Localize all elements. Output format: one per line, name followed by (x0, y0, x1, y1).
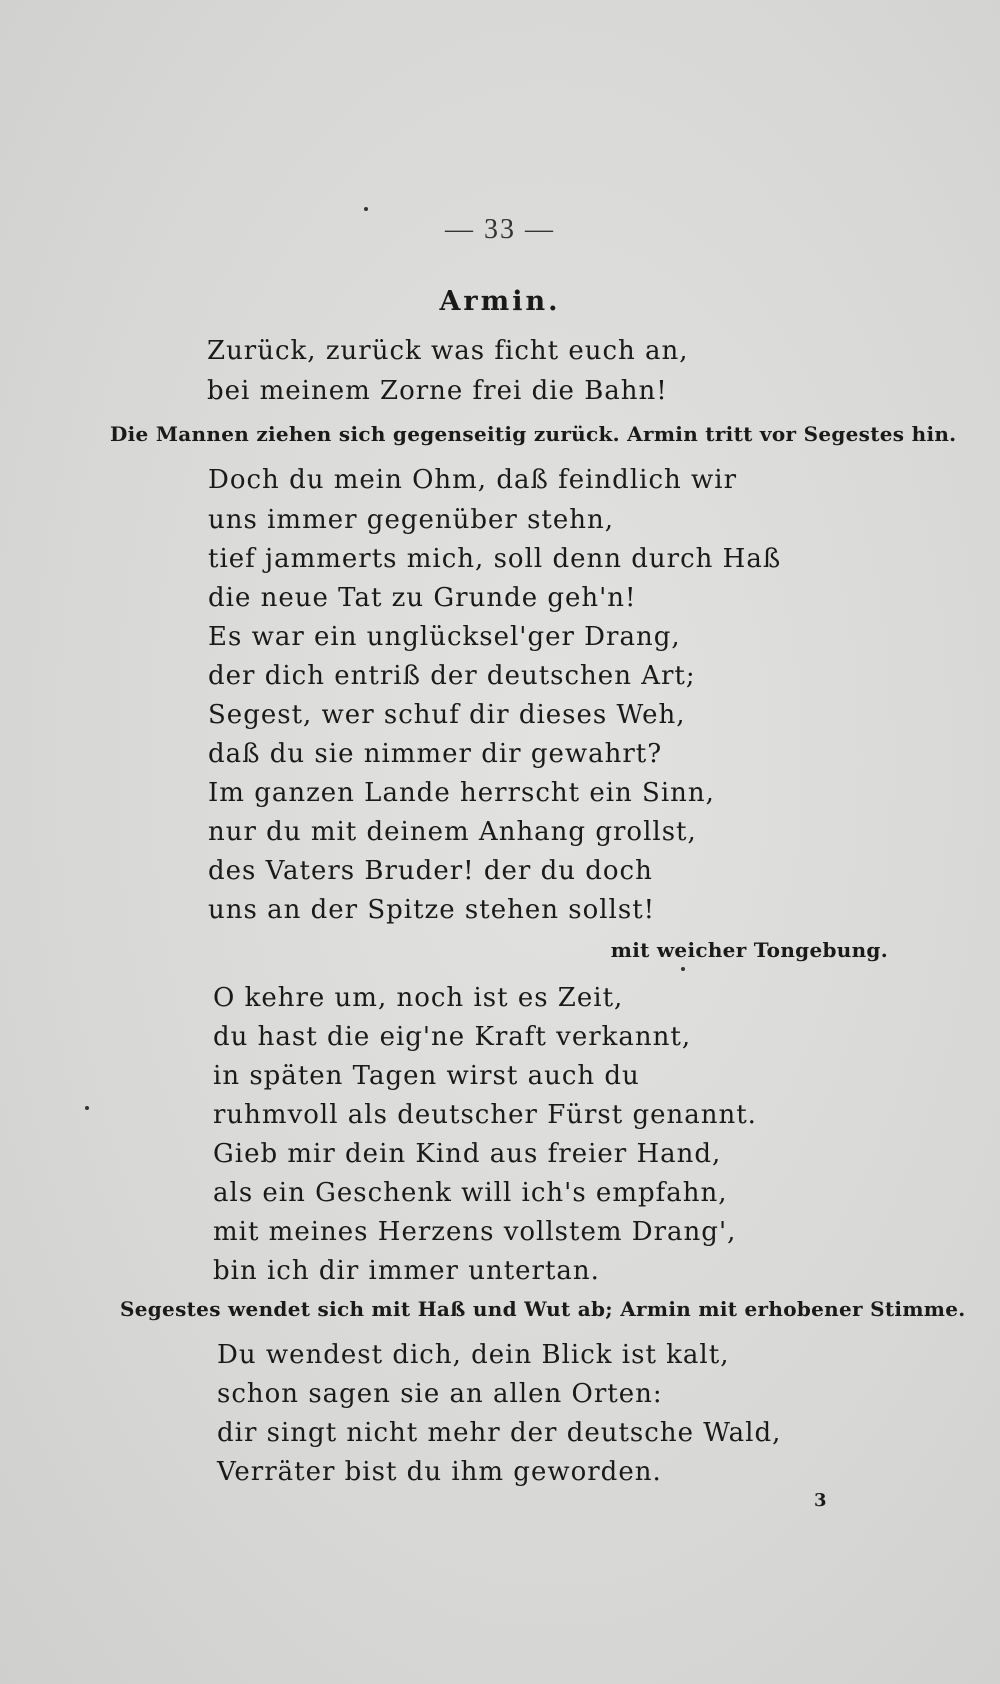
stage-direction: Segestes wendet sich mit Haß und Wut ab; Armin mit erhobener Stimme. (120, 1297, 966, 1321)
signature-mark: 3 (814, 1490, 827, 1511)
verse-line: als ein Geschenk will ich's empfahn, (213, 1178, 728, 1208)
page-number: — 33 — (445, 214, 555, 245)
verse-line: ruhmvoll als deutscher Fürst genannt. (213, 1100, 757, 1130)
verse-line: Zurück, zurück was ficht euch an, (207, 336, 689, 366)
verse-line: bin ich dir immer untertan. (213, 1256, 600, 1286)
verse-line: in späten Tagen wirst auch du (213, 1061, 640, 1091)
verse-line: die neue Tat zu Grunde geh'n! (208, 583, 637, 613)
verse-line: O kehre um, noch ist es Zeit, (213, 983, 624, 1013)
verse-line: daß du sie nimmer dir gewahrt? (208, 739, 663, 769)
verse-line: der dich entriß der deutschen Art; (208, 661, 696, 691)
verse-line: Doch du mein Ohm, daß feindlich wir (208, 465, 738, 495)
verse-line: uns immer gegenüber stehn, (208, 505, 615, 535)
verse-line: schon sagen sie an allen Orten: (217, 1379, 663, 1409)
verse-line: tief jammerts mich, soll denn durch Haß (208, 544, 782, 574)
verse-line: Gieb mir dein Kind aus freier Hand, (213, 1139, 722, 1169)
verse-line: des Vaters Bruder! der du doch (208, 856, 653, 886)
paper-speck (364, 207, 368, 211)
verse-line: Verräter bist du ihm geworden. (217, 1457, 662, 1487)
speaker-heading: Armin. (439, 286, 561, 317)
verse-line: dir singt nicht mehr der deutsche Wald, (217, 1418, 782, 1448)
verse-line: du hast die eig'ne Kraft verkannt, (213, 1022, 692, 1052)
stage-direction: Die Mannen ziehen sich gegenseitig zurück. Armin tritt vor Segestes hin. (110, 422, 957, 446)
verse-line: Du wendest dich, dein Blick ist kalt, (217, 1340, 730, 1370)
paper-speck (681, 967, 685, 971)
verse-line: Segest, wer schuf dir dieses Weh, (208, 700, 686, 730)
verse-line: mit meines Herzens vollstem Drang', (213, 1217, 737, 1247)
stage-direction: mit weicher Tongebung. (610, 938, 888, 962)
verse-line: nur du mit deinem Anhang grollst, (208, 817, 697, 847)
verse-line: Es war ein unglücksel'ger Drang, (208, 622, 681, 652)
paper-speck (85, 1106, 89, 1110)
verse-line: Im ganzen Lande herrscht ein Sinn, (208, 778, 715, 808)
verse-line: bei meinem Zorne frei die Bahn! (207, 376, 668, 406)
verse-line: uns an der Spitze stehen sollst! (208, 895, 656, 925)
